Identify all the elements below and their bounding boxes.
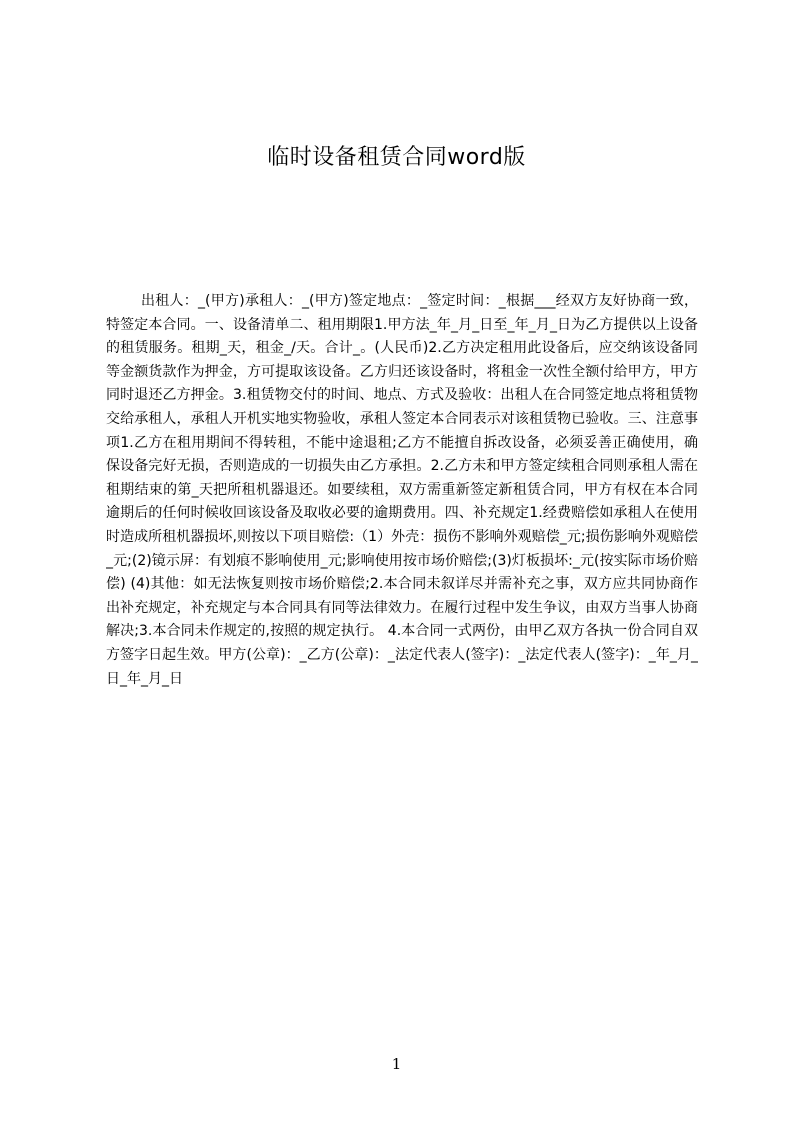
contract-body-text: 出租人：_(甲方)承租人：_(甲方)签定地点：_签定时间：_根据___经双方友好协商一致，特签定本合同。一、设备清单二、租用期限1.甲方法_年_月_日至_年_月_日为乙方提供以上设备的租赁服务。租期_天，租金_/天。合计_。(人民币)2.乙方决定租用此设备后，应交纳该设备同等金额货款作为押金，方可提取该设备。乙方归还该设备时，将租金一次性全额付给甲方，甲方同时退还乙方押金。3.租赁物交付的时间、地点、方式及验收：出租人在合同签定地点将租赁物交给承租人，承租人开机实地实物验收，承租人签定本合同表示对该租赁物已验收。三、注意事项1.乙方在租用期间不得转租，不能中途退租;乙方不能擅自拆改设备，必须妥善正确使用，确保设备完好无损，否则造成的一切损失由乙方承担。2.乙方未和甲方签定续租合同则承租人需在租期结束的第_天把所租机器退还。如要续租，双方需重新签定新租赁合同，甲方有权在本合同逾期后的任何时候收回该设备及取收必要的逾期费用。四、补充规定1.经费赔偿如承租人在使用时造成所租机器损坏,则按以下项目赔偿:（1）外壳：损伤不影响外观赔偿_元;损伤影响外观赔偿_元;(2)镜示屏：有划痕不影响使用_元;影响使用按市场价赔偿;(3)灯板损坏:_元(按实际市场价赔偿) (4)其他：如无法恢复则按市场价赔偿;2.本合同未叙详尽并需补充之事，双方应共同协商作出补充规定，补充规定与本合同具有同等法律效力。在履行过程中发生争议，由双方当事人协商解决;3.本合同未作规定的,按照的规定执行。 4.本合同一式两份，由甲乙双方各执一份合同自双方签字日起生效。甲方(公章)：_乙方(公章)：_法定代表人(签字)：_法定代表人(签字)：_年_月_日_年_月_日 — [106, 293, 698, 687]
page-title: 临时设备租赁合同word版 — [267, 145, 526, 170]
page-number: 1 — [391, 1055, 402, 1073]
